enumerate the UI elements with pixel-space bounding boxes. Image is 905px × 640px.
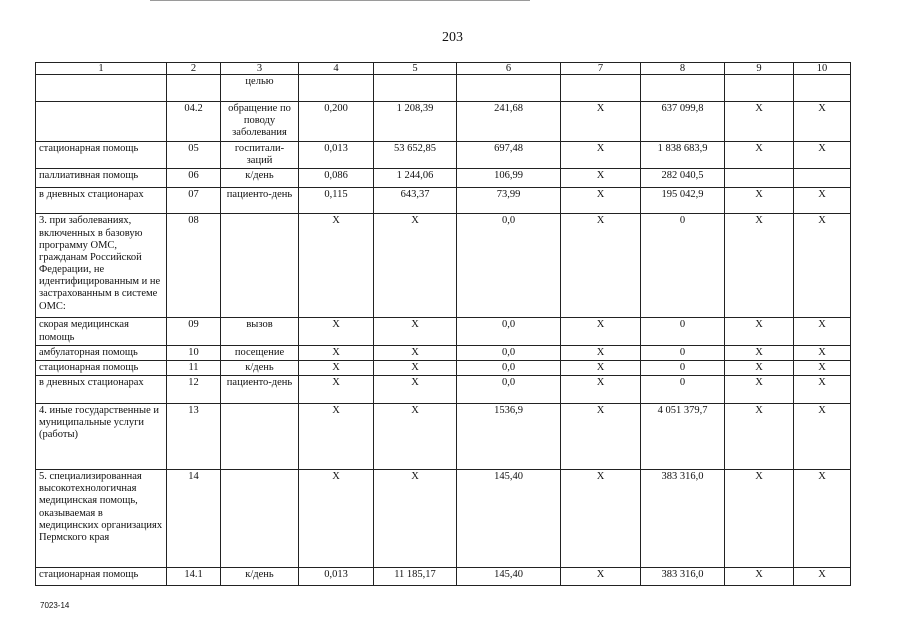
table-cell: 73,99: [457, 188, 561, 214]
table-cell: X: [374, 470, 457, 568]
document-code: 7023-14: [40, 601, 70, 610]
table-row: [36, 102, 851, 142]
table-cell: 0: [641, 360, 725, 375]
table-row: [36, 75, 851, 102]
table-cell: [299, 75, 374, 102]
table-cell: X: [299, 214, 374, 318]
table-cell: 145,40: [457, 568, 561, 586]
table-cell: 195 042,9: [641, 188, 725, 214]
header-cell: 9: [725, 63, 794, 75]
header-cell: 4: [299, 63, 374, 75]
table-cell: [641, 75, 725, 102]
table-row: [36, 470, 851, 568]
table-cell: X: [794, 376, 851, 404]
header-cell: 1: [36, 63, 167, 75]
table-cell: [725, 75, 794, 102]
table-cell: стационарная помощь: [36, 142, 167, 169]
table-cell: посещение: [221, 345, 299, 360]
table-cell: 4 051 379,7: [641, 404, 725, 470]
table-cell: X: [299, 345, 374, 360]
header-cell: 6: [457, 63, 561, 75]
table-cell: X: [794, 102, 851, 142]
table-cell: к/день: [221, 568, 299, 586]
table-row: [36, 214, 851, 318]
table-cell: 10: [167, 345, 221, 360]
table-cell: [374, 75, 457, 102]
table-cell: X: [561, 188, 641, 214]
table-cell: [794, 75, 851, 102]
header-cell: 10: [794, 63, 851, 75]
table-cell: 145,40: [457, 470, 561, 568]
table-cell: целью: [221, 75, 299, 102]
table-cell: [167, 75, 221, 102]
table-cell: X: [794, 345, 851, 360]
table-cell: 383 316,0: [641, 568, 725, 586]
table-cell: X: [725, 470, 794, 568]
table-cell: X: [561, 376, 641, 404]
table-cell: X: [561, 214, 641, 318]
table-cell: [561, 75, 641, 102]
table-cell: 697,48: [457, 142, 561, 169]
table-cell: X: [794, 568, 851, 586]
table-cell: X: [561, 142, 641, 169]
table-cell: 1 244,06: [374, 169, 457, 188]
table-cell: [457, 75, 561, 102]
table-cell: X: [725, 214, 794, 318]
table-cell: амбулаторная помощь: [36, 345, 167, 360]
table-cell: 4. иные государственные и муниципальные услуги (работы): [36, 404, 167, 470]
table-cell: X: [725, 568, 794, 586]
table-cell: X: [794, 360, 851, 375]
table-cell: 3. при заболеваниях, включенных в базовую программу ОМС, гражданам Российской Федерации, не идентифицированным и не застрахованным в системе ОМС:: [36, 214, 167, 318]
table-cell: 0: [641, 318, 725, 345]
table-cell: стационарная помощь: [36, 360, 167, 375]
table-cell: скорая медицинская помощь: [36, 318, 167, 345]
table-cell: X: [374, 376, 457, 404]
table-cell: X: [794, 318, 851, 345]
table-cell: к/день: [221, 169, 299, 188]
table-cell: 0,0: [457, 214, 561, 318]
table-cell: 637 099,8: [641, 102, 725, 142]
table-cell: 12: [167, 376, 221, 404]
table-cell: X: [725, 345, 794, 360]
table-cell: X: [725, 360, 794, 375]
table-cell: 241,68: [457, 102, 561, 142]
table-cell: X: [561, 568, 641, 586]
table-cell: 106,99: [457, 169, 561, 188]
table-cell: X: [374, 360, 457, 375]
table-cell: в дневных стационарах: [36, 376, 167, 404]
table-cell: к/день: [221, 360, 299, 375]
table-cell: X: [561, 318, 641, 345]
table-cell: в дневных стационарах: [36, 188, 167, 214]
table-cell: X: [794, 142, 851, 169]
table-row: [36, 318, 851, 345]
table-cell: 0,0: [457, 360, 561, 375]
data-table: [35, 62, 851, 586]
table-cell: обращение по поводу заболевания: [221, 102, 299, 142]
table-cell: X: [794, 214, 851, 318]
table-cell: 0: [641, 214, 725, 318]
table-cell: X: [725, 376, 794, 404]
table-cell: 0,0: [457, 318, 561, 345]
table-cell: [221, 404, 299, 470]
table-cell: 14.1: [167, 568, 221, 586]
table-cell: [221, 214, 299, 318]
table-cell: 0,013: [299, 142, 374, 169]
table-cell: X: [794, 470, 851, 568]
table-cell: 1536,9: [457, 404, 561, 470]
table-cell: X: [374, 404, 457, 470]
table-cell: 1 838 683,9: [641, 142, 725, 169]
table-cell: X: [561, 169, 641, 188]
table-row: [36, 345, 851, 360]
header-cell: 7: [561, 63, 641, 75]
header-row: [36, 63, 851, 75]
table-cell: пациенто-день: [221, 376, 299, 404]
table-cell: 05: [167, 142, 221, 169]
table-cell: 383 316,0: [641, 470, 725, 568]
table-cell: X: [794, 404, 851, 470]
page-number: 203: [442, 30, 463, 45]
table-row: [36, 169, 851, 188]
table-cell: 07: [167, 188, 221, 214]
table-cell: [725, 169, 794, 188]
table-cell: [36, 75, 167, 102]
table-cell: X: [561, 470, 641, 568]
table-cell: 5. специализированная высокотехнологичная медицинская помощь, оказываемая в медицинских организациях Пермского края: [36, 470, 167, 568]
table-cell: 06: [167, 169, 221, 188]
table-cell: паллиативная помощь: [36, 169, 167, 188]
table-cell: 08: [167, 214, 221, 318]
table-cell: 0: [641, 376, 725, 404]
header-cell: 2: [167, 63, 221, 75]
table-row: [36, 404, 851, 470]
table-cell: 0,0: [457, 345, 561, 360]
table-cell: 643,37: [374, 188, 457, 214]
table-cell: стационарная помощь: [36, 568, 167, 586]
header-cell: 8: [641, 63, 725, 75]
scan-edge-line: [150, 0, 530, 1]
table-cell: вызов: [221, 318, 299, 345]
table-cell: 13: [167, 404, 221, 470]
table-cell: 0,0: [457, 376, 561, 404]
table-cell: 0,200: [299, 102, 374, 142]
table-cell: X: [299, 404, 374, 470]
table-cell: 09: [167, 318, 221, 345]
table-cell: X: [374, 214, 457, 318]
table-row: [36, 360, 851, 375]
table-cell: X: [725, 318, 794, 345]
table-cell: X: [725, 102, 794, 142]
table-cell: 14: [167, 470, 221, 568]
table-cell: X: [561, 404, 641, 470]
header-cell: 3: [221, 63, 299, 75]
table-cell: X: [374, 345, 457, 360]
table-cell: X: [299, 318, 374, 345]
table-cell: [221, 470, 299, 568]
table-cell: 0,013: [299, 568, 374, 586]
table-cell: 0: [641, 345, 725, 360]
table-cell: 0,115: [299, 188, 374, 214]
table-cell: [794, 169, 851, 188]
table-cell: X: [299, 360, 374, 375]
table-cell: пациенто-день: [221, 188, 299, 214]
table-row: [36, 376, 851, 404]
header-cell: 5: [374, 63, 457, 75]
table-cell: X: [561, 102, 641, 142]
table-cell: 11 185,17: [374, 568, 457, 586]
table-row: [36, 142, 851, 169]
table-cell: X: [561, 360, 641, 375]
table-cell: 11: [167, 360, 221, 375]
table-row: [36, 568, 851, 586]
table-cell: 04.2: [167, 102, 221, 142]
table-cell: X: [374, 318, 457, 345]
table-cell: X: [561, 345, 641, 360]
table-cell: госпитали-заций: [221, 142, 299, 169]
table-cell: X: [299, 470, 374, 568]
table-cell: 0,086: [299, 169, 374, 188]
table-cell: 282 040,5: [641, 169, 725, 188]
table-row: [36, 188, 851, 214]
table-cell: X: [725, 188, 794, 214]
table-cell: [36, 102, 167, 142]
table-cell: 53 652,85: [374, 142, 457, 169]
table-cell: X: [299, 376, 374, 404]
table-cell: 1 208,39: [374, 102, 457, 142]
table-cell: X: [725, 142, 794, 169]
table-cell: X: [725, 404, 794, 470]
table-cell: X: [794, 188, 851, 214]
